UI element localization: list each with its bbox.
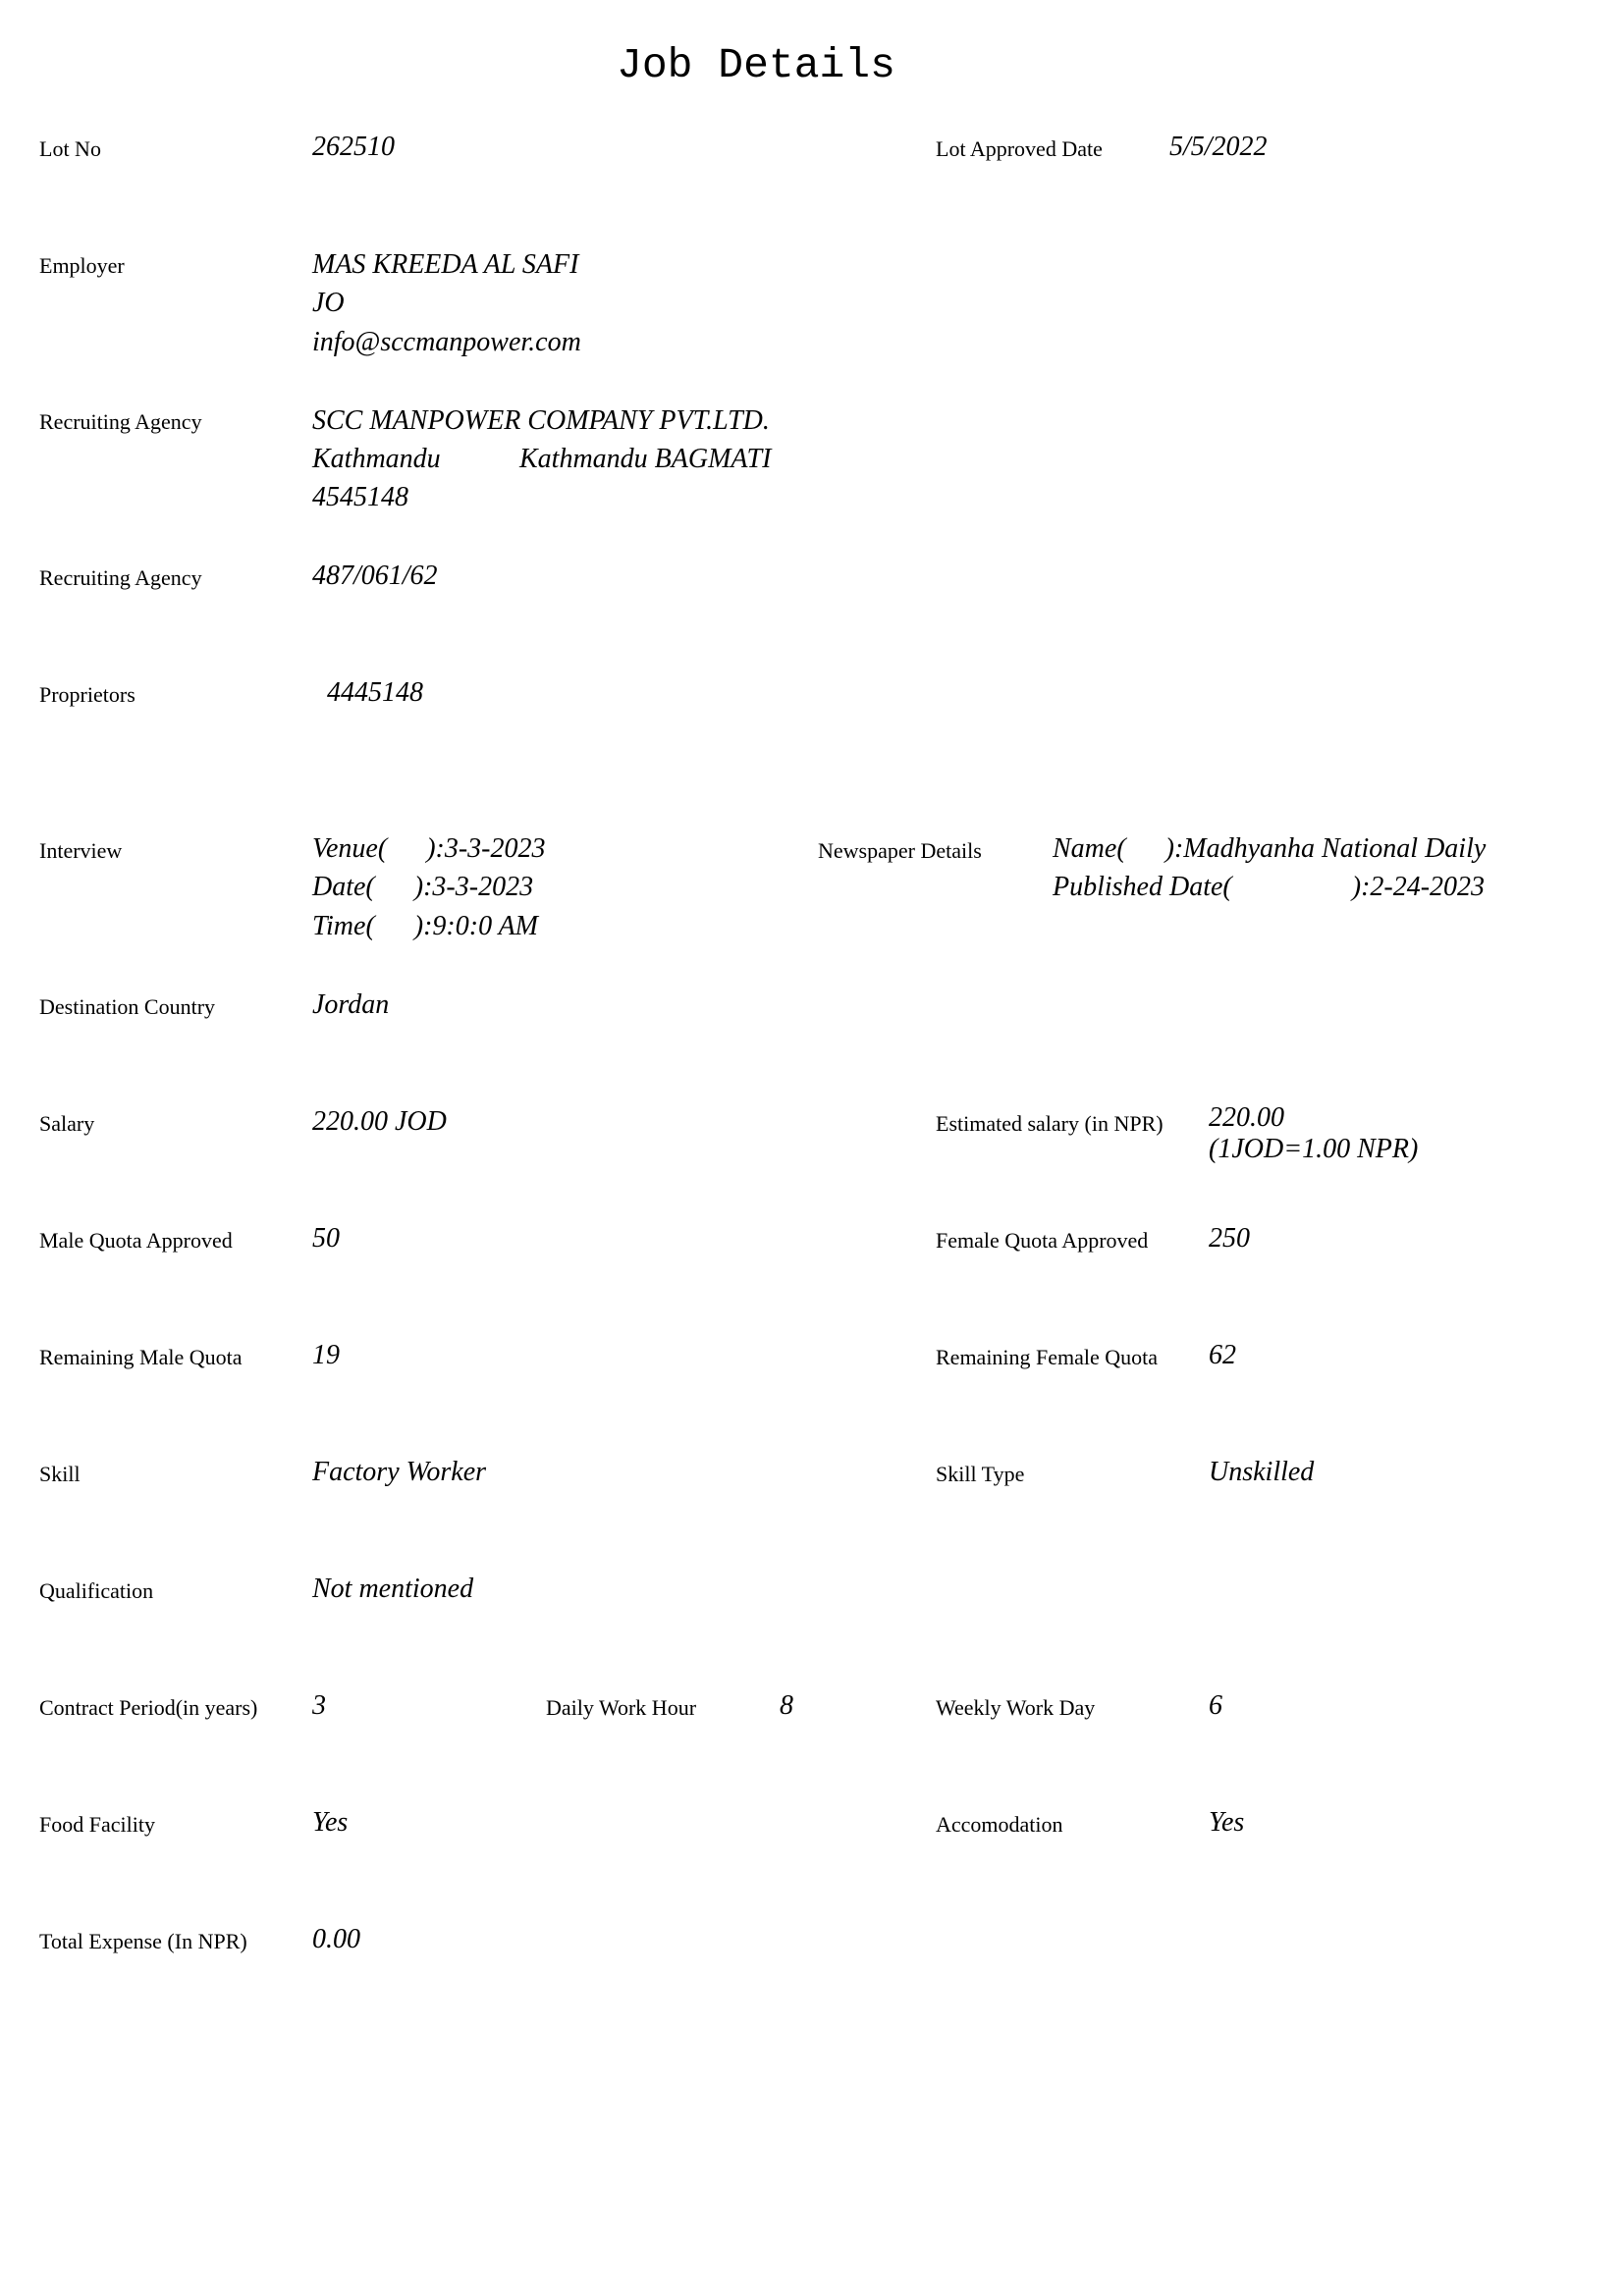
recruiting-agency-district: Kathmandu BAGMATI	[519, 444, 772, 474]
interview-date: Date( ):3-3-2023	[312, 872, 534, 902]
food-facility-value: Yes	[312, 1807, 349, 1838]
recruiting-agency-name: SCC MANPOWER COMPANY PVT.LTD.	[312, 405, 770, 436]
total-expense-value: 0.00	[312, 1924, 360, 1954]
skill-value: Factory Worker	[312, 1457, 487, 1487]
male-quota-label: Male Quota Approved	[39, 1228, 233, 1253]
total-expense-label: Total Expense (In NPR)	[39, 1929, 247, 1953]
daily-work-hour-value: 8	[780, 1690, 793, 1721]
skill-type-label: Skill Type	[936, 1462, 1025, 1486]
salary-value: 220.00 JOD	[312, 1106, 447, 1137]
lot-no-label: Lot No	[39, 136, 101, 161]
recruiting-agency-license-value: 487/061/62	[312, 561, 438, 591]
remaining-male-quota-value: 19	[312, 1340, 340, 1370]
estimated-salary-rate: (1JOD=1.00 NPR)	[1209, 1134, 1419, 1164]
lot-approved-date-label: Lot Approved Date	[936, 136, 1103, 161]
newspaper-published-date: Published Date( ):2-24-2023	[1053, 872, 1486, 902]
destination-country-label: Destination Country	[39, 994, 216, 1019]
qualification-label: Qualification	[39, 1578, 154, 1603]
proprietors-label: Proprietors	[39, 682, 135, 707]
remaining-female-quota-label: Remaining Female Quota	[936, 1345, 1159, 1369]
employer-country: JO	[312, 288, 345, 318]
skill-type-value: Unskilled	[1209, 1457, 1315, 1487]
remaining-female-quota-value: 62	[1209, 1340, 1236, 1370]
recruiting-agency-label: Recruiting Agency	[39, 409, 202, 434]
weekly-work-day-label: Weekly Work Day	[936, 1695, 1096, 1720]
lot-no-value: 262510	[312, 132, 395, 162]
newspaper-details-label: Newspaper Details	[818, 838, 982, 863]
male-quota-value: 50	[312, 1223, 340, 1254]
accomodation-value: Yes	[1209, 1807, 1245, 1838]
skill-label: Skill	[39, 1462, 81, 1486]
female-quota-label: Female Quota Approved	[936, 1228, 1149, 1253]
recruiting-agency-phone: 4545148	[312, 482, 408, 512]
interview-label: Interview	[39, 838, 123, 863]
food-facility-label: Food Facility	[39, 1812, 155, 1837]
qualification-value: Not mentioned	[312, 1574, 474, 1604]
salary-label: Salary	[39, 1111, 95, 1136]
newspaper-name: Name( ):Madhyanha National Daily	[1053, 833, 1487, 864]
lot-approved-date-value: 5/5/2022	[1169, 132, 1268, 162]
employer-name: MAS KREEDA AL SAFI	[312, 249, 579, 280]
interview-venue: Venue( ):3-3-2023	[312, 833, 546, 864]
recruiting-agency-license-label: Recruiting Agency	[39, 565, 202, 590]
estimated-salary-label: Estimated salary (in NPR)	[936, 1111, 1164, 1136]
proprietors-value: 4445148	[327, 677, 423, 708]
recruiting-agency-city: Kathmandu	[312, 444, 441, 474]
destination-country-value: Jordan	[312, 989, 390, 1020]
contract-period-value: 3	[312, 1690, 326, 1721]
contract-period-label: Contract Period(in years)	[39, 1695, 258, 1720]
estimated-salary-value: 220.00	[1209, 1102, 1284, 1133]
weekly-work-day-value: 6	[1209, 1690, 1222, 1721]
interview-time: Time( ):9:0:0 AM	[312, 911, 538, 941]
accomodation-label: Accomodation	[936, 1812, 1063, 1837]
remaining-male-quota-label: Remaining Male Quota	[39, 1345, 243, 1369]
employer-label: Employer	[39, 253, 125, 278]
employer-email: info@sccmanpower.com	[312, 327, 581, 357]
daily-work-hour-label: Daily Work Hour	[546, 1695, 697, 1720]
page-title: Job Details	[617, 41, 895, 89]
female-quota-value: 250	[1209, 1223, 1250, 1254]
